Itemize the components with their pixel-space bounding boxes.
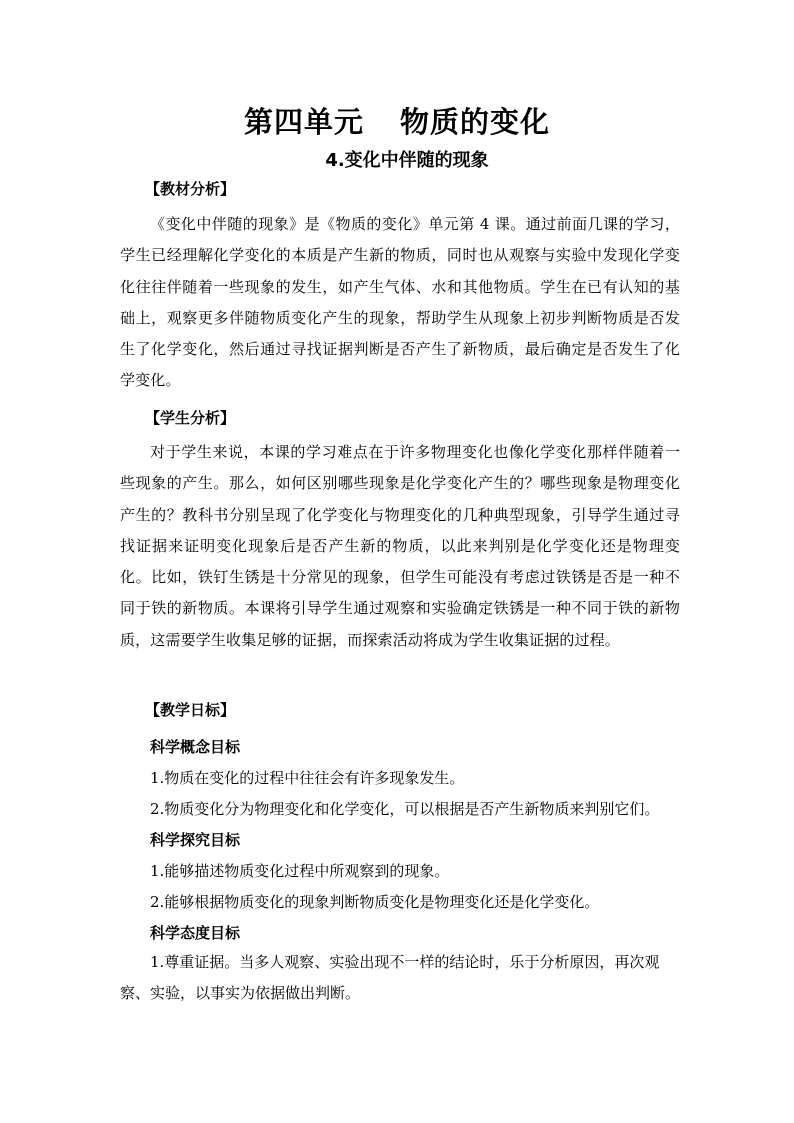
attitude-goal-item-1: 1.尊重证据。当多人观察、实验出现不一样的结论时，乐于分析原因，再次观察、实验，以事实为依据做出判断。 bbox=[120, 953, 660, 1003]
concept-goal-item-2: 2.物质变化分为物理变化和化学变化，可以根据是否产生新物质来判别它们。 bbox=[150, 800, 660, 818]
unit-title bbox=[0, 100, 794, 141]
textbook-analysis-paragraph: 《变化中伴随的现象》是《物质的变化》单元第 4 课。通过前面几课的学习，学生已经理解化学变化的本质是产生新的物质，同时也从观察与实验中发现化学变化往往伴随着一些现象的发生，如产生气体、水和其他物质。学生在已有认知的基础上，观察更多伴随物质变化产生的现象，帮助学生从现象上初步判断物质是否发生了化学变化，然后通过寻找证据判断是否产生了新物质，最后确定是否发生了化学变化。 bbox=[120, 215, 680, 390]
lesson-title: 4.变化中伴随的现象 bbox=[325, 150, 489, 171]
teaching-goals-heading: 【教学日标】 bbox=[145, 701, 236, 719]
student-analysis-paragraph: 对于学生来说，本课的学习难点在于许多物理变化也像化学变化那样伴随着一些现象的产生。那么，如何区别哪些现象是化学变化产生的？哪些现象是物理变化产生的？教科书分别呈现了化学变化与物理变化的几种典型现象，引导学生通过寻找证据来证明变化现象后是否产生新的物质，以此来判别是化学变化还是物理变化。比如，铁钉生锈是十分常见的现象，但学生可能没有考虑过铁锈是否是一种不同于铁的新物质。本课将引导学生通过观察和实验确定铁锈是一种不同于铁的新物质，这需要学生收集足够的证据，而探索活动将成为学生收集证据的过程。 bbox=[120, 443, 680, 649]
inquiry-goal-item-2: 2.能够根据物质变化的现象判断物质变化是物理变化还是化学变化。 bbox=[150, 893, 600, 911]
student-analysis-heading: 【学生分析】 bbox=[145, 409, 236, 427]
inquiry-goal-heading: 科学探究目标 bbox=[150, 831, 241, 849]
textbook-analysis-heading: 【教材分析】 bbox=[145, 180, 236, 198]
unit-name: 物质的变化 bbox=[400, 105, 551, 139]
inquiry-goal-item-1: 1.能够描述物质变化过程中所观察到的现象。 bbox=[150, 862, 450, 880]
concept-goal-heading: 科学概念目标 bbox=[150, 738, 241, 756]
attitude-goal-heading: 科学态度目标 bbox=[150, 924, 241, 942]
concept-goal-item-1: 1.物质在变化的过程中往往会有许多现象发生。 bbox=[150, 769, 465, 787]
unit-number: 第四单元 bbox=[243, 105, 364, 139]
